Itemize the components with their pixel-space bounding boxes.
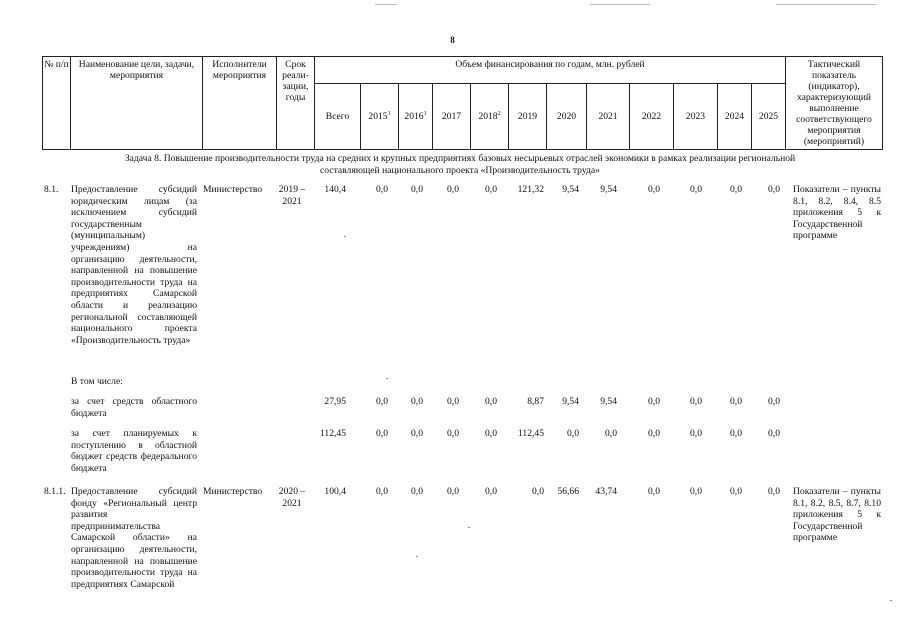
value-cell: 27,95 [324, 396, 346, 407]
value-cell: 0,0 [605, 428, 617, 439]
task-title: Задача 8. Повышение производительности труда на средних и крупных предприятиях базовых несырьевых отраслей экономики в рамках реализации региональной составляющей национального проекта «Производительность труда» [124, 153, 796, 176]
value-cell: 8,87 [527, 396, 544, 407]
value-cell: 112,45 [319, 428, 346, 439]
value-cell: 0,0 [648, 428, 660, 439]
value-cell: 9,54 [562, 184, 579, 195]
header-year: 2021 [587, 84, 630, 150]
value-cell: 0,0 [447, 428, 459, 439]
header-year: 2022 [630, 84, 674, 150]
page-number: 8 [450, 35, 455, 45]
row-number: 8.1. [44, 184, 59, 195]
scan-speck [386, 378, 388, 379]
row-subheading: В том числе: [71, 376, 123, 387]
value-cell: 0,0 [485, 184, 497, 195]
scan-mark [375, 4, 397, 5]
value-cell: 9,54 [562, 396, 579, 407]
header-num: № п/п [43, 57, 71, 150]
header-year: 2018$^2$ [471, 84, 509, 150]
header-total: Всего [315, 84, 361, 150]
header-year: 2023 [674, 84, 718, 150]
value-cell: 0,0 [447, 396, 459, 407]
row-indicator: Показатели – пункты 8.1, 8.2, 8.4, 8.5 приложения 5 к Государственной программе [793, 184, 881, 242]
value-cell: 0,0 [485, 396, 497, 407]
value-cell: 0,0 [447, 486, 459, 497]
value-cell: 0,0 [447, 184, 459, 195]
value-cell: 0,0 [648, 396, 660, 407]
value-cell: 9,54 [600, 184, 617, 195]
scan-speck [416, 556, 418, 557]
value-cell: 112,45 [517, 428, 544, 439]
value-cell: 0,0 [411, 396, 423, 407]
value-cell: 0,0 [376, 428, 388, 439]
value-cell: 0,0 [768, 428, 780, 439]
value-cell: 0,0 [376, 396, 388, 407]
scan-speck [344, 236, 346, 237]
row-term: 2020 – 2021 [278, 486, 306, 509]
value-cell: 0,0 [485, 486, 497, 497]
header-indicator: Тактический показатель (индикатор), характеризующий выполнение соответствующего мероприятия (мероприятий) [786, 57, 883, 150]
value-cell: 0,0 [485, 428, 497, 439]
value-cell: 0,0 [768, 396, 780, 407]
value-cell: 0,0 [768, 184, 780, 195]
scan-mark [776, 4, 876, 5]
value-cell: 0,0 [411, 184, 423, 195]
header-year: 2016$^1$ [399, 84, 433, 150]
header-term: Срок реали-зации, годы [277, 57, 315, 150]
row-description: Предоставление субсидий юридическим лицам (за исключением субсидий государственным (муниципальным) учреждениям) на организацию деятельности, направленной на повышение производительности труда на предприятиях Самарской области и реализацию региональной составляющей национального проекта «Производительность труда» [71, 184, 197, 346]
value-cell: 0,0 [376, 184, 388, 195]
header-year: 2020 [547, 84, 587, 150]
row-indicator: Показатели – пункты 8.1, 8.2, 8.5, 8.7, 8.10 приложения 5 к Государственной программе [793, 486, 881, 544]
value-cell: 0,0 [532, 486, 544, 497]
value-cell: 0,0 [648, 486, 660, 497]
scan-speck [468, 527, 470, 528]
scan-speck [890, 600, 892, 601]
value-cell: 0,0 [376, 486, 388, 497]
value-cell: 0,0 [730, 486, 742, 497]
value-cell: 140,4 [324, 184, 346, 195]
header-year: 2019 [509, 84, 547, 150]
value-cell: 0,0 [730, 396, 742, 407]
value-cell: 0,0 [730, 184, 742, 195]
row-description: Предоставление субсидий фонду «Региональный центр развития предпринимательства Самарской области» на организацию деятельности, направленной на повышение производительности труда на предприятиях Самарской [71, 486, 197, 590]
row-description: за счет средств областного бюджета [71, 396, 197, 419]
row-description: за счет планируемых к поступлению в областной бюджет средств федерального бюджета [71, 428, 197, 474]
row-executor: Министерство [203, 486, 263, 497]
value-cell: 0,0 [690, 486, 702, 497]
header-funding: Объем финансирования по годам, млн. рублей [315, 57, 786, 84]
value-cell: 56,66 [557, 486, 579, 497]
value-cell: 0,0 [411, 486, 423, 497]
header-year: 2015$^1$ [361, 84, 399, 150]
value-cell: 0,0 [690, 428, 702, 439]
header-year: 2025 [752, 84, 786, 150]
header-year: 2024 [718, 84, 752, 150]
row-number: 8.1.1. [44, 486, 66, 497]
value-cell: 0,0 [768, 486, 780, 497]
value-cell: 9,54 [600, 396, 617, 407]
value-cell: 0,0 [730, 428, 742, 439]
table-header [42, 56, 883, 150]
value-cell: 0,0 [411, 428, 423, 439]
value-cell: 43,74 [595, 486, 617, 497]
value-cell: 0,0 [690, 184, 702, 195]
value-cell: 100,4 [324, 486, 346, 497]
header-executor: Исполнители мероприятия [203, 57, 277, 150]
value-cell: 121,32 [517, 184, 544, 195]
header-year: 2017 [433, 84, 471, 150]
value-cell: 0,0 [690, 396, 702, 407]
value-cell: 0,0 [567, 428, 579, 439]
row-executor: Министерство [203, 184, 263, 195]
value-cell: 0,0 [648, 184, 660, 195]
row-term: 2019 – 2021 [278, 184, 306, 207]
scan-mark [590, 4, 650, 5]
header-name: Наименование цели, задачи, мероприятия [71, 57, 203, 150]
